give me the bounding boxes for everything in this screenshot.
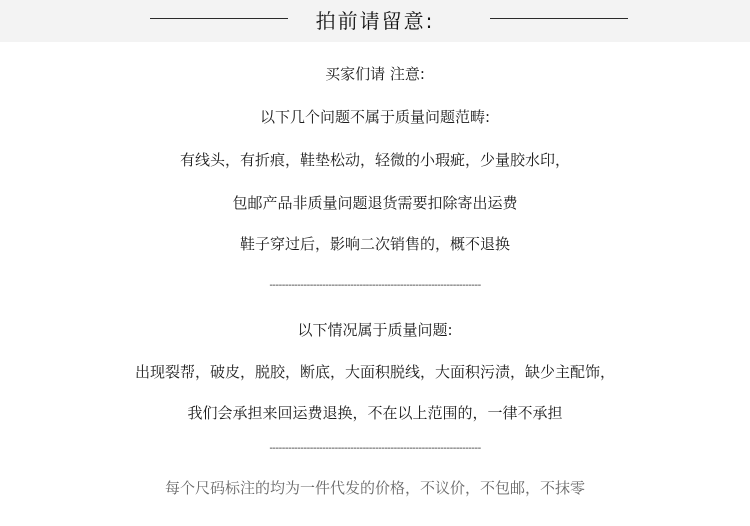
shipping-note: 包邮产品非质量问题退货需要扣除寄出运费 bbox=[232, 194, 518, 212]
non-quality-intro: 以下几个问题不属于质量问题范畴: bbox=[259, 108, 491, 126]
page-title: 拍前请留意: bbox=[315, 9, 435, 33]
price-note: 每个尺码标注的均为一件代发的价格，不议价，不包邮，不抹零 bbox=[164, 479, 585, 497]
non-quality-items: 有线头，有折痕，鞋垫松动，轻微的小瑕疵，少量胶水印， bbox=[179, 151, 570, 169]
divider-2: -------------------------------------------------------------------- bbox=[269, 443, 481, 454]
header-bar bbox=[0, 0, 750, 42]
greeting-text: 买家们请 注意: bbox=[325, 65, 425, 83]
quality-items: 出现裂帮，破皮，脱胶，断底，大面积脱线，大面积污渍，缺少主配饰， bbox=[134, 363, 615, 381]
return-policy: 我们会承担来回运费退换，不在以上范围的，一律不承担 bbox=[187, 404, 563, 422]
header-right-rule bbox=[490, 18, 628, 19]
quality-intro: 以下情况属于质量问题: bbox=[297, 321, 453, 339]
worn-note: 鞋子穿过后，影响二次销售的，概不退换 bbox=[239, 235, 510, 253]
divider-1: -------------------------------------------------------------------- bbox=[269, 280, 481, 291]
